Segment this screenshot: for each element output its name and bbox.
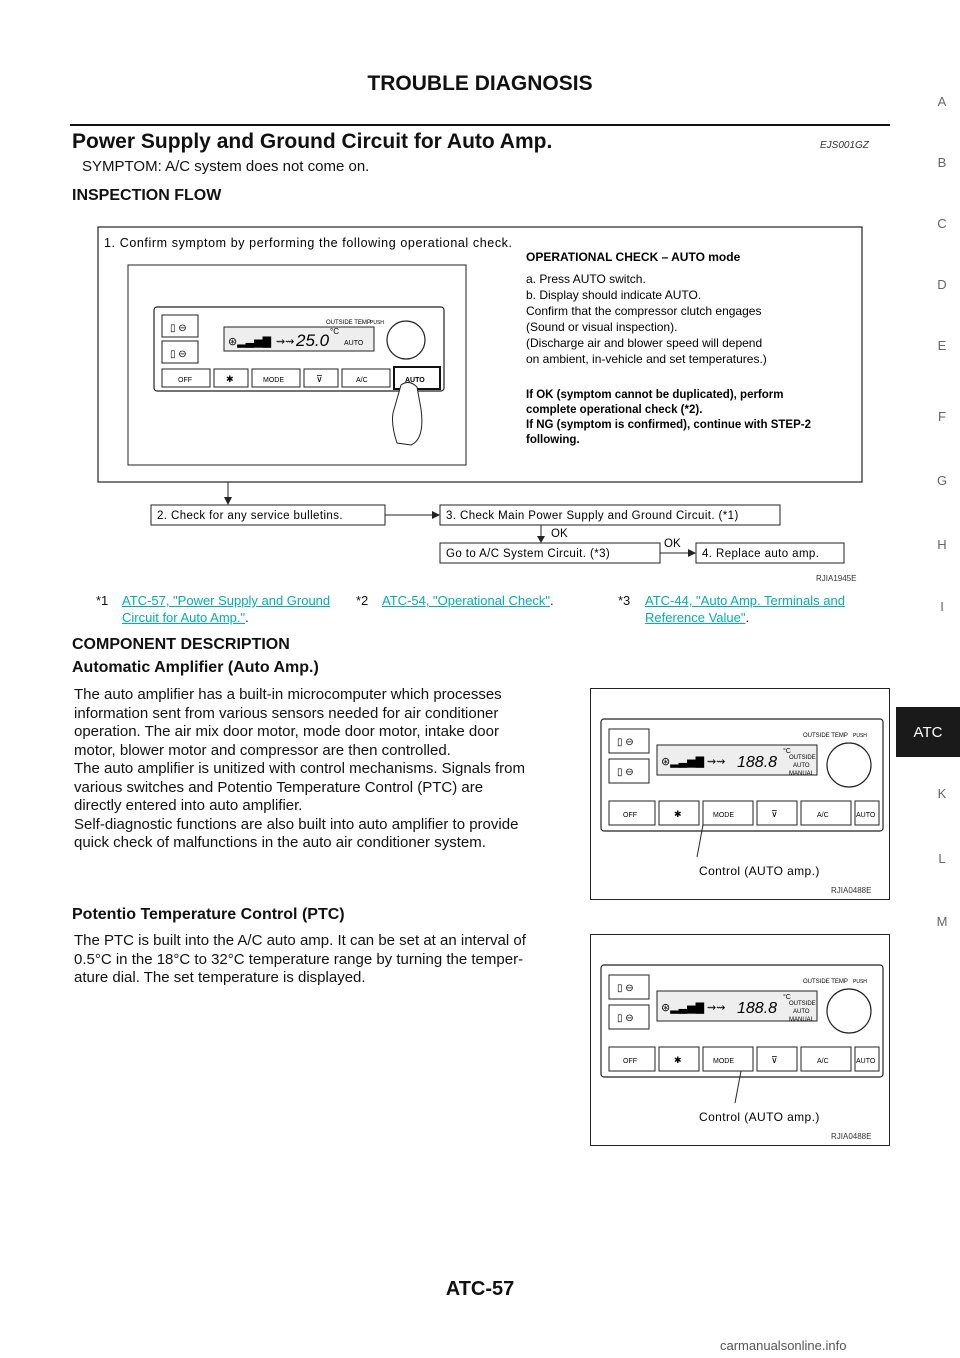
auto-button-label: AUTO xyxy=(405,377,425,384)
svg-text:complete operational check (*2: complete operational check (*2). xyxy=(526,404,703,416)
svg-text:⊛▂▃▅▇: ⊛▂▃▅▇ xyxy=(661,756,705,768)
svg-text:▯ ⊖: ▯ ⊖ xyxy=(617,767,634,778)
svg-text:MANUAL: MANUAL xyxy=(789,1017,815,1023)
side-tab-f[interactable]: F xyxy=(938,409,946,424)
svg-text:AUTO: AUTO xyxy=(793,763,810,769)
svg-text:OUTSIDE: OUTSIDE xyxy=(789,1001,816,1007)
svg-text:b. Display should indicate AUT: b. Display should indicate AUTO. xyxy=(526,288,702,302)
side-tab-d[interactable]: D xyxy=(937,277,947,292)
side-tab-m[interactable]: M xyxy=(936,914,948,929)
svg-text:If NG (symptom is confirmed),: If NG (symptom is confirmed), continue with STEP-2 xyxy=(526,419,811,431)
finger-pressing-icon xyxy=(393,382,422,445)
push-label: PUSH xyxy=(370,320,384,326)
temp-dial xyxy=(827,989,871,1033)
symptom-text: SYMPTOM: A/C system does not come on. xyxy=(82,158,370,175)
svg-text:(Sound or visual inspection).: (Sound or visual inspection). xyxy=(526,320,678,334)
side-tab-k[interactable]: K xyxy=(937,786,947,801)
side-tab-c[interactable]: C xyxy=(937,216,947,231)
side-tab-b[interactable]: B xyxy=(937,155,947,170)
watermark: carmanualsonline.info xyxy=(720,1338,847,1353)
off-button-label: OFF xyxy=(178,377,192,384)
svg-text:AUTO: AUTO xyxy=(856,812,876,819)
blower-bars-icon: ⊛▂▃▅▇ xyxy=(228,336,272,348)
svg-text:⊛▂▃▅▇: ⊛▂▃▅▇ xyxy=(661,1002,705,1014)
svg-text:▯ ⊖: ▯ ⊖ xyxy=(617,1013,634,1024)
svg-text:188.8: 188.8 xyxy=(737,754,778,771)
svg-text:3. Check Main Power Supply and: 3. Check Main Power Supply and Ground Circuit. (*1) xyxy=(446,510,739,522)
svg-text:✱: ✱ xyxy=(674,1055,682,1065)
outside-temp-label: OUTSIDE TEMP xyxy=(326,320,371,326)
ptc-title: Potentio Temperature Control (PTC) xyxy=(72,906,345,923)
defrost-icon: ⊽ xyxy=(316,374,323,384)
temp-dial xyxy=(827,743,871,787)
page-header: TROUBLE DIAGNOSIS xyxy=(367,72,593,95)
auto-amp-title: Automatic Amplifier (Auto Amp.) xyxy=(72,659,319,676)
svg-text:⊽: ⊽ xyxy=(771,1055,778,1065)
mode-airflow-icon: ⇝⇝ xyxy=(276,336,295,348)
svg-text:4. Replace auto amp.: 4. Replace auto amp. xyxy=(702,548,820,560)
svg-text:If OK (symptom cannot be dupli: If OK (symptom cannot be duplicated), perform xyxy=(526,389,784,401)
svg-text:Confirm that the compressor cl: Confirm that the compressor clutch engages xyxy=(526,304,762,318)
svg-text:°C: °C xyxy=(783,994,791,1001)
svg-text:MODE: MODE xyxy=(713,1058,734,1065)
side-tab-a[interactable]: A xyxy=(937,94,947,109)
svg-text:OFF: OFF xyxy=(623,812,637,819)
inspection-flow-diagram xyxy=(96,225,866,585)
note-2: *2 xyxy=(356,593,369,608)
side-tab-l[interactable]: L xyxy=(938,851,946,866)
side-tab-i[interactable]: I xyxy=(940,599,944,614)
svg-text:AUTO: AUTO xyxy=(793,1009,810,1015)
svg-text:MANUAL: MANUAL xyxy=(789,771,815,777)
temp-unit: °C xyxy=(330,327,339,336)
svg-text:MODE: MODE xyxy=(713,812,734,819)
note-3: *3 xyxy=(618,593,631,608)
svg-text:on ambient, in-vehicle and set: on ambient, in-vehicle and set temperatures.) xyxy=(526,352,767,366)
svg-text:OK: OK xyxy=(551,528,568,540)
section-code: EJS001GZ xyxy=(820,140,869,151)
svg-text:188.8: 188.8 xyxy=(737,1000,778,1017)
svg-text:°C: °C xyxy=(783,748,791,755)
svg-text:▯ ⊖: ▯ ⊖ xyxy=(170,349,187,360)
op-check-title: OPERATIONAL CHECK – AUTO mode xyxy=(526,250,741,264)
note-2-link[interactable]: ATC-54, "Operational Check". xyxy=(382,593,554,608)
svg-text:PUSH: PUSH xyxy=(853,979,867,985)
svg-text:A/C: A/C xyxy=(817,812,829,819)
svg-text:2. Check for any service bulle: 2. Check for any service bulletins. xyxy=(157,510,343,522)
svg-text:Control (AUTO amp.): Control (AUTO amp.) xyxy=(699,864,820,878)
auto-indicator: AUTO xyxy=(344,340,364,347)
flow-figure-id: RJIA1945E xyxy=(816,574,857,583)
ptc-figure xyxy=(590,934,890,1146)
svg-text:✱: ✱ xyxy=(674,809,682,819)
svg-text:▯ ⊖: ▯ ⊖ xyxy=(170,323,187,334)
step1-text: 1. Confirm symptom by performing the following operational check. xyxy=(104,236,513,250)
svg-text:⇝⇝: ⇝⇝ xyxy=(707,756,726,768)
svg-text:following.: following. xyxy=(526,434,580,446)
side-tab-h[interactable]: H xyxy=(937,537,947,552)
side-tab-atc-active[interactable]: ATC xyxy=(896,707,960,757)
svg-text:a. Press AUTO switch.: a. Press AUTO switch. xyxy=(526,272,646,286)
note-3-link[interactable]: ATC-44, "Auto Amp. Terminals and Reference Value". xyxy=(645,593,845,625)
section-title: Power Supply and Ground Circuit for Auto Amp. xyxy=(72,130,553,153)
note-1-link[interactable]: ATC-57, "Power Supply and Ground Circuit for Auto Amp.". xyxy=(122,593,331,625)
ac-button-label: A/C xyxy=(356,377,368,384)
side-tab-g[interactable]: G xyxy=(936,473,948,488)
svg-text:PUSH: PUSH xyxy=(853,733,867,739)
svg-text:OUTSIDE TEMP: OUTSIDE TEMP xyxy=(803,733,848,739)
fan-icon: ✱ xyxy=(226,374,234,384)
svg-text:▯ ⊖: ▯ ⊖ xyxy=(617,737,634,748)
inspection-flow-title: INSPECTION FLOW xyxy=(72,187,222,204)
auto-amp-figure xyxy=(590,688,890,900)
svg-text:OUTSIDE: OUTSIDE xyxy=(789,755,816,761)
svg-text:A/C: A/C xyxy=(817,1058,829,1065)
svg-text:Control (AUTO amp.): Control (AUTO amp.) xyxy=(699,1110,820,1124)
svg-text:RJIA0488E: RJIA0488E xyxy=(831,1132,872,1141)
svg-text:⇝⇝: ⇝⇝ xyxy=(707,1002,726,1014)
component-description-title: COMPONENT DESCRIPTION xyxy=(72,636,290,653)
side-tab-e[interactable]: E xyxy=(937,338,947,353)
mode-button-label: MODE xyxy=(263,377,284,384)
svg-text:▯ ⊖: ▯ ⊖ xyxy=(617,983,634,994)
header-rule xyxy=(70,124,890,126)
svg-text:Go to A/C System Circuit. (*3): Go to A/C System Circuit. (*3) xyxy=(446,548,611,560)
control-panel-illustration xyxy=(154,307,444,445)
svg-text:⊽: ⊽ xyxy=(771,809,778,819)
auto-amp-description: The auto amplifier has a built-in microcomputer which processes information sent from various sensors needed for air conditioner operation. The air mix door motor, mode door motor, intake door motor, blower motor and compressor are then controlled. The auto amplifier is unitized with control mechanisms. Signals from various switches and Potentio Temperature Control (PTC) are directly entered into auto amplifier. Self-diagnostic functions are also built into auto amplifier to provide quick check of malfunctions in the auto air conditioner system. xyxy=(74,686,526,851)
svg-text:OFF: OFF xyxy=(623,1058,637,1065)
temp-display: 25.0 xyxy=(296,331,330,350)
svg-text:OUTSIDE TEMP: OUTSIDE TEMP xyxy=(803,979,848,985)
svg-text:RJIA0488E: RJIA0488E xyxy=(831,886,872,895)
svg-text:(Discharge air and blower spee: (Discharge air and blower speed will depend xyxy=(526,336,763,350)
svg-text:OK: OK xyxy=(664,538,681,550)
page-number: ATC-57 xyxy=(445,1278,515,1300)
temp-dial xyxy=(387,321,425,359)
ptc-description: The PTC is built into the A/C auto amp. It can be set at an interval of 0.5°C in the 18°C to 32°C temperature range by turning the temper- ature dial. The set temperature is displayed. xyxy=(74,932,526,986)
svg-text:AUTO: AUTO xyxy=(856,1058,876,1065)
note-1: *1 xyxy=(96,593,109,608)
